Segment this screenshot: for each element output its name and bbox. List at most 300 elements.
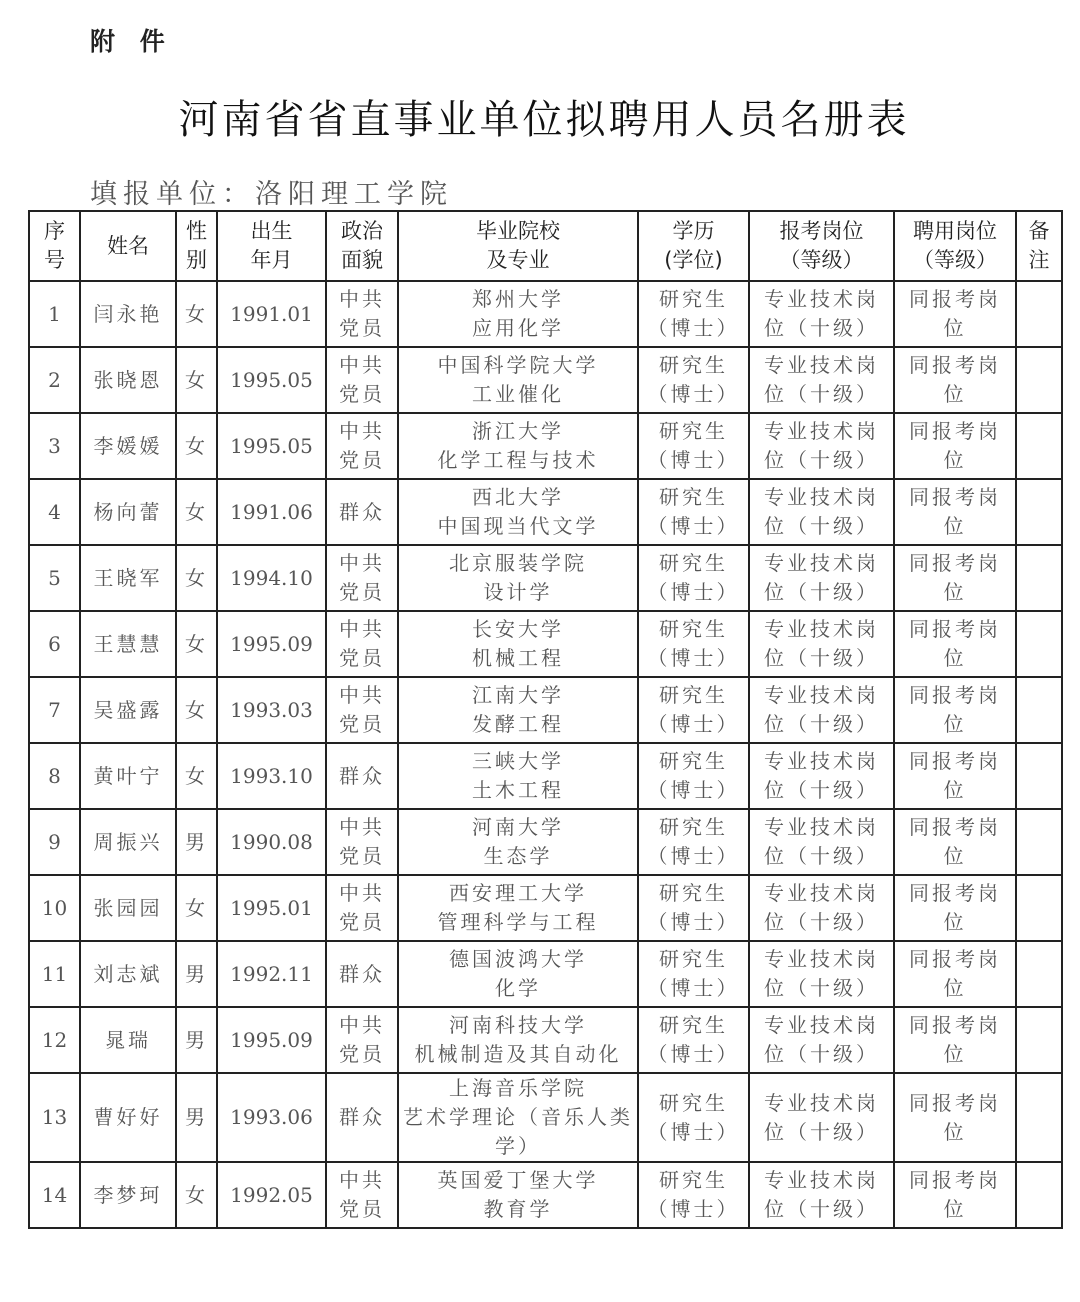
cell-education-degree [638,281,749,347]
cell-hired-post-text: 位 [943,448,967,472]
cell-hired-post-text: 同报考岗 [909,617,1001,641]
cell-school-major-text: 德国波鸿大学 [449,947,587,971]
cell-gender [176,1073,217,1162]
table-row [29,479,1062,545]
header-text: 号 [44,248,65,272]
cell-education-degree-text: 研究生 [659,815,728,839]
cell-school-major [398,545,638,611]
cell-serial-no-text: 9 [48,829,61,854]
cell-school-major [398,677,638,743]
cell-name-text: 李梦珂 [93,1182,163,1207]
cell-education-degree-text: 研究生 [659,1090,728,1115]
cell-political-status-text: 中共 [339,353,385,377]
cell-education-degree-text: （博士） [647,646,740,670]
cell-school-major [398,1073,638,1162]
cell-gender-text: 女 [185,631,208,656]
cell-political-status [326,1162,398,1228]
header-remarks [1016,211,1062,281]
header-gender [176,211,217,281]
cell-birth-date: 1995.05 [217,347,326,413]
cell-applied-post-text: 位（十级） [764,316,879,340]
cell-applied-post-text: 位（十级） [764,778,879,802]
header-applied-post [749,211,894,281]
cell-serial-no [29,479,80,545]
cell-school-major-text: 中国科学院大学 [437,353,599,377]
cell-political-status [326,1007,398,1073]
cell-applied-post-text: 专业技术岗 [764,683,879,707]
cell-school-major-text: 机械工程 [472,646,564,670]
cell-education-degree-text: 研究生 [659,947,728,971]
cell-education-degree-text: （博士） [647,580,740,604]
cell-political-status-text: 群众 [339,1105,385,1129]
cell-school-major-text: 艺术学理论（音乐人类学） [403,1105,633,1158]
cell-name-text: 王慧慧 [93,631,163,656]
header-text: 别 [186,248,207,272]
header-text: 性 [186,219,207,243]
cell-applied-post [749,1007,894,1073]
cell-hired-post-text: 同报考岗 [909,881,1001,905]
cell-education-degree [638,1073,749,1162]
cell-applied-post-text: 专业技术岗 [764,947,879,971]
cell-applied-post [749,413,894,479]
table-row [29,347,1062,413]
cell-serial-no [29,809,80,875]
cell-serial-no [29,677,80,743]
cell-applied-post-text: 专业技术岗 [764,881,879,905]
cell-political-status [326,281,398,347]
cell-hired-post-text: 位 [943,580,967,604]
cell-serial-no [29,1007,80,1073]
cell-political-status-text: 党员 [339,712,385,736]
cell-gender [176,611,217,677]
cell-education-degree-text: （博士） [647,382,740,406]
cell-political-status [326,413,398,479]
cell-name [80,809,176,875]
cell-applied-post-text: 位（十级） [764,448,879,472]
cell-school-major-text: 西安理工大学 [449,881,587,905]
cell-name [80,875,176,941]
cell-serial-no-text: 1 [48,301,61,326]
header-text: 及专业 [486,248,550,272]
cell-political-status-text: 党员 [339,448,385,472]
cell-gender [176,281,217,347]
cell-applied-post-text: 专业技术岗 [764,1168,879,1192]
cell-gender [176,545,217,611]
cell-remarks [1016,809,1062,875]
cell-school-major-text: 土木工程 [472,778,564,802]
cell-school-major [398,281,638,347]
cell-school-major [398,1007,638,1073]
cell-hired-post [894,1073,1016,1162]
cell-remarks [1016,1073,1062,1162]
cell-serial-no-text: 12 [41,1027,68,1052]
cell-education-degree-text: （博士） [647,976,740,1000]
cell-remarks [1016,611,1062,677]
cell-political-status [326,809,398,875]
cell-school-major-text: 生态学 [483,844,553,868]
cell-applied-post [749,941,894,1007]
cell-school-major-text: 河南大学 [472,815,564,839]
cell-political-status-text: 中共 [339,551,385,575]
cell-serial-no [29,413,80,479]
cell-name-text: 杨向蕾 [93,499,163,524]
cell-remarks [1016,941,1062,1007]
cell-applied-post-text: 专业技术岗 [764,287,879,311]
cell-hired-post [894,281,1016,347]
cell-name [80,347,176,413]
cell-school-major-text: 应用化学 [472,316,564,340]
cell-applied-post-text: 专业技术岗 [764,749,879,773]
table-row [29,941,1062,1007]
cell-applied-post [749,611,894,677]
cell-political-status-text: 党员 [339,1042,385,1066]
cell-education-degree-text: 研究生 [659,485,728,509]
cell-name [80,413,176,479]
cell-applied-post-text: 位（十级） [764,646,879,670]
cell-education-degree [638,1007,749,1073]
cell-name-text: 刘志斌 [93,961,163,986]
cell-political-status-text: 党员 [339,1197,385,1221]
cell-remarks [1016,479,1062,545]
cell-hired-post-text: 位 [943,844,967,868]
cell-hired-post-text: 同报考岗 [909,485,1001,509]
cell-applied-post [749,281,894,347]
cell-education-degree [638,413,749,479]
cell-education-degree-text: （博士） [647,514,740,538]
cell-hired-post-text: 位 [943,382,967,406]
table-row [29,875,1062,941]
cell-school-major-text: 化学工程与技术 [437,448,599,472]
cell-serial-no [29,743,80,809]
cell-applied-post [749,347,894,413]
cell-name [80,743,176,809]
cell-political-status-text: 中共 [339,617,385,641]
cell-hired-post-text: 位 [943,976,967,1000]
header-text: 聘用岗位 [913,219,997,243]
cell-school-major-text: 西北大学 [472,485,564,509]
cell-applied-post-text: 位（十级） [764,844,879,868]
cell-school-major [398,875,638,941]
cell-school-major [398,743,638,809]
cell-applied-post [749,743,894,809]
header-text: 报考岗位 [779,219,864,243]
cell-applied-post-text: 位（十级） [764,712,879,736]
cell-school-major-text: 管理科学与工程 [437,910,599,934]
cell-education-degree [638,809,749,875]
cell-applied-post [749,1162,894,1228]
cell-serial-no-text: 11 [41,961,68,986]
cell-political-status-text: 中共 [339,419,385,443]
table-row [29,611,1062,677]
cell-school-major-text: 机械制造及其自动化 [414,1042,622,1066]
cell-name [80,941,176,1007]
cell-hired-post-text: 同报考岗 [909,1090,1001,1115]
cell-hired-post-text: 位 [943,1197,967,1221]
cell-political-status [326,611,398,677]
cell-applied-post-text: 专业技术岗 [764,617,879,641]
cell-political-status-text: 群众 [339,763,385,788]
cell-school-major [398,479,638,545]
cell-education-degree-text: 研究生 [659,287,728,311]
cell-political-status-text: 党员 [339,844,385,868]
cell-gender [176,347,217,413]
cell-political-status [326,677,398,743]
cell-education-degree [638,875,749,941]
cell-political-status-text: 群众 [339,499,385,524]
cell-birth-date: 1993.03 [217,677,326,743]
cell-political-status-text: 中共 [339,287,385,311]
cell-school-major-text: 中国现当代文学 [437,514,599,538]
cell-hired-post [894,611,1016,677]
cell-serial-no-text: 14 [41,1182,68,1207]
cell-education-degree-text: 研究生 [659,881,728,905]
personnel-roster-table [28,210,1063,1229]
cell-education-degree-text: 研究生 [659,551,728,575]
table-row [29,677,1062,743]
cell-hired-post-text: 位 [943,1042,967,1066]
cell-birth-date: 1993.10 [217,743,326,809]
cell-political-status-text: 群众 [339,961,385,986]
cell-political-status-text: 中共 [339,1013,385,1037]
cell-political-status-text: 党员 [339,646,385,670]
cell-school-major-text: 北京服装学院 [449,551,587,575]
header-text: （等级） [913,248,997,272]
cell-hired-post [894,743,1016,809]
cell-political-status-text: 党员 [339,316,385,340]
table-row [29,545,1062,611]
cell-serial-no [29,347,80,413]
cell-school-major [398,941,638,1007]
header-text: 毕业院校 [476,219,560,243]
cell-political-status [326,743,398,809]
cell-school-major-text: 郑州大学 [472,287,564,311]
cell-applied-post-text: 位（十级） [764,1119,879,1144]
cell-name-text: 晁瑞 [105,1027,151,1052]
cell-hired-post-text: 同报考岗 [909,287,1001,311]
cell-name-text: 王晓军 [93,565,163,590]
cell-education-degree-text: （博士） [647,1197,740,1221]
cell-education-degree-text: 研究生 [659,1013,728,1037]
cell-education-degree-text: （博士） [647,910,740,934]
cell-gender [176,809,217,875]
cell-applied-post-text: 位（十级） [764,1197,879,1221]
header-hired-post [894,211,1016,281]
cell-political-status-text: 中共 [339,683,385,707]
cell-school-major [398,347,638,413]
header-serial-no [29,211,80,281]
cell-applied-post [749,875,894,941]
cell-applied-post [749,479,894,545]
cell-gender [176,1007,217,1073]
cell-applied-post-text: 位（十级） [764,514,879,538]
cell-hired-post-text: 位 [943,778,967,802]
cell-gender-text: 女 [185,1182,208,1207]
cell-serial-no-text: 13 [41,1105,68,1129]
cell-gender [176,743,217,809]
cell-hired-post [894,1007,1016,1073]
cell-gender [176,875,217,941]
cell-serial-no [29,941,80,1007]
cell-political-status [326,875,398,941]
cell-education-degree [638,611,749,677]
cell-school-major-text: 化学 [495,976,541,1000]
table-row [29,1007,1062,1073]
cell-education-degree-text: （博士） [647,448,740,472]
cell-political-status [326,347,398,413]
cell-serial-no [29,281,80,347]
cell-applied-post-text: 专业技术岗 [764,419,879,443]
attachment-label: 附 件 [90,27,173,56]
header-text: 备 [1028,219,1050,243]
header-text: (学位) [664,248,723,272]
cell-gender-text: 男 [185,1105,208,1129]
cell-serial-no-text: 7 [48,697,61,722]
header-text: 姓名 [107,233,149,258]
cell-political-status-text: 党员 [339,382,385,406]
cell-education-degree [638,1162,749,1228]
header-text: 出生 [250,219,293,243]
header-school-major [398,211,638,281]
cell-gender [176,479,217,545]
cell-name [80,479,176,545]
cell-applied-post-text: 专业技术岗 [764,1013,879,1037]
cell-applied-post-text: 专业技术岗 [764,551,879,575]
cell-gender [176,941,217,1007]
cell-education-degree-text: 研究生 [659,1168,728,1192]
cell-name-text: 李媛媛 [93,433,163,458]
cell-hired-post [894,347,1016,413]
cell-applied-post-text: 位（十级） [764,910,879,934]
cell-name [80,545,176,611]
cell-birth-date: 1991.06 [217,479,326,545]
cell-name [80,1162,176,1228]
cell-applied-post-text: 位（十级） [764,1042,879,1066]
cell-school-major-text: 河南科技大学 [449,1013,587,1037]
cell-political-status-text: 中共 [339,1168,385,1192]
table-row [29,809,1062,875]
cell-remarks [1016,1007,1062,1073]
cell-applied-post [749,1073,894,1162]
document-title: 河南省省直事业单位拟聘用人员名册表 [178,97,910,143]
cell-political-status-text: 党员 [339,580,385,604]
cell-hired-post-text: 同报考岗 [909,815,1001,839]
cell-school-major-text: 英国爱丁堡大学 [437,1168,599,1192]
cell-school-major-text: 教育学 [483,1197,553,1221]
header-text: 序 [44,219,65,243]
cell-applied-post-text: 位（十级） [764,976,879,1000]
header-text: 学历 [672,219,715,243]
cell-education-degree-text: 研究生 [659,617,728,641]
cell-birth-date: 1995.05 [217,413,326,479]
cell-education-degree [638,743,749,809]
cell-name-text: 曹好好 [93,1105,163,1129]
cell-political-status [326,1073,398,1162]
cell-school-major-text: 上海音乐学院 [449,1076,587,1100]
cell-serial-no-text: 10 [41,895,68,920]
cell-gender-text: 女 [185,763,208,788]
cell-birth-date: 1992.05 [217,1162,326,1228]
cell-school-major [398,413,638,479]
cell-name [80,611,176,677]
cell-serial-no-text: 8 [48,763,61,788]
cell-remarks [1016,743,1062,809]
cell-school-major [398,1162,638,1228]
table-body [29,281,1062,1228]
cell-school-major-text: 设计学 [483,580,553,604]
cell-birth-date: 1991.01 [217,281,326,347]
cell-name-text: 黄叶宁 [93,763,163,788]
cell-birth-date: 1993.06 [217,1073,326,1162]
cell-hired-post [894,677,1016,743]
cell-hired-post [894,941,1016,1007]
header-text: 年月 [250,248,293,272]
header-text: （等级） [779,248,864,272]
cell-applied-post [749,545,894,611]
cell-name-text: 闫永艳 [93,301,163,326]
cell-name [80,281,176,347]
cell-political-status [326,545,398,611]
cell-remarks [1016,545,1062,611]
cell-hired-post-text: 位 [943,1119,967,1144]
cell-gender [176,413,217,479]
cell-political-status [326,941,398,1007]
cell-school-major-text: 长安大学 [472,617,564,641]
cell-education-degree [638,347,749,413]
cell-education-degree-text: 研究生 [659,419,728,443]
cell-education-degree-text: 研究生 [659,353,728,377]
cell-school-major [398,611,638,677]
cell-hired-post-text: 位 [943,712,967,736]
header-education-degree [638,211,749,281]
cell-gender-text: 男 [185,829,208,854]
cell-hired-post-text: 同报考岗 [909,419,1001,443]
cell-birth-date: 1990.08 [217,809,326,875]
cell-education-degree [638,941,749,1007]
cell-hired-post-text: 位 [943,514,967,538]
cell-school-major-text: 浙江大学 [472,419,564,443]
cell-name-text: 周振兴 [93,829,163,854]
cell-gender-text: 女 [185,367,208,392]
cell-applied-post-text: 专业技术岗 [764,353,879,377]
cell-birth-date: 1992.11 [217,941,326,1007]
cell-gender-text: 男 [185,961,208,986]
cell-remarks [1016,1162,1062,1228]
cell-birth-date: 1995.09 [217,611,326,677]
cell-gender-text: 女 [185,697,208,722]
cell-applied-post-text: 专业技术岗 [764,815,879,839]
table-row [29,1073,1062,1162]
cell-education-degree [638,479,749,545]
reporting-unit: 填报单位：洛阳理工学院 [90,179,453,210]
cell-school-major-text: 发酵工程 [472,712,564,736]
cell-education-degree-text: （博士） [647,712,740,736]
cell-serial-no [29,1162,80,1228]
cell-hired-post [894,545,1016,611]
cell-applied-post-text: 专业技术岗 [764,1090,879,1115]
cell-gender [176,1162,217,1228]
cell-hired-post-text: 同报考岗 [909,1168,1001,1192]
cell-serial-no-text: 2 [48,367,61,392]
cell-hired-post [894,875,1016,941]
cell-gender-text: 女 [185,499,208,524]
cell-gender-text: 女 [185,895,208,920]
cell-applied-post [749,677,894,743]
header-text: 政治 [341,219,383,243]
cell-name [80,1073,176,1162]
cell-serial-no-text: 6 [48,631,61,656]
cell-name-text: 张晓恩 [93,367,163,392]
header-birth-date [217,211,326,281]
